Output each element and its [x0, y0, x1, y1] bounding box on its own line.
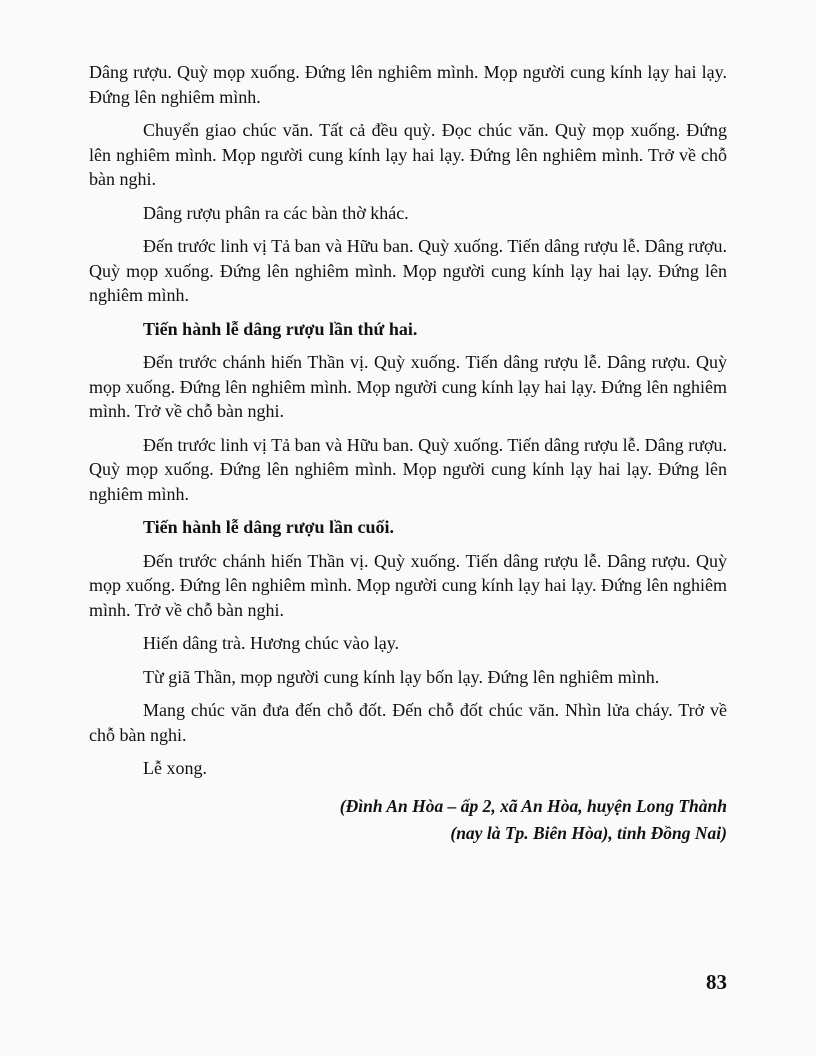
- source-line-2: (nay là Tp. Biên Hòa), tỉnh Đồng Nai): [450, 822, 727, 843]
- paragraph-4: Đến trước linh vị Tả ban và Hữu ban. Quỳ xuống. Tiến dâng rượu lễ. Dâng rượu. Quỳ mọp xuống. Đứng lên nghiêm mình. Mọp người cung kính lạy hai lạy. Đứng lên nghiêm mình.: [89, 236, 727, 305]
- page-number: 83: [706, 970, 727, 994]
- source-citation: [89, 793, 727, 847]
- paragraph-7: Đến trước linh vị Tả ban và Hữu ban. Quỳ xuống. Tiến dâng rượu lễ. Dâng rượu. Quỳ mọp xuống. Đứng lên nghiêm mình. Mọp người cung kính lạy hai lạy. Đứng lên nghiêm mình.: [89, 434, 727, 504]
- paragraph-1: Dâng rượu. Quỳ mọp xuống. Đứng lên nghiêm mình. Mọp người cung kính lạy hai lạy. Đứng lên nghiêm mình.: [89, 62, 727, 107]
- paragraph-12: Mang chúc văn đưa đến chỗ đốt. Đến chỗ đốt chúc văn. Nhìn lửa cháy. Trở về chỗ bàn nghi.: [89, 700, 727, 745]
- page-body: [89, 60, 727, 847]
- paragraph-13: Lễ xong.: [143, 758, 207, 778]
- paragraph-6: Đến trước chánh hiến Thần vị. Quỳ xuống. Tiến dâng rượu lễ. Dâng rượu. Quỳ mọp xuống. Đứng lên nghiêm mình. Mọp người cung kính lạy hai lạy. Đứng lên nghiêm mình. Trở về chỗ bàn nghi.: [89, 352, 727, 421]
- paragraph-2: Chuyển giao chúc văn. Tất cả đều quỳ. Đọc chúc văn. Quỳ mọp xuống. Đứng lên nghiêm mình. Mọp người cung kính lạy hai lạy. Đứng lên nghiêm mình. Trở về chỗ bàn nghi.: [89, 120, 727, 189]
- source-line-1: (Đình An Hòa – ấp 2, xã An Hòa, huyện Long Thành: [339, 795, 727, 816]
- paragraph-11: Từ giã Thần, mọp người cung kính lạy bốn lạy. Đứng lên nghiêm mình.: [143, 666, 660, 687]
- paragraph-3: Dâng rượu phân ra các bàn thờ khác.: [143, 202, 409, 223]
- section-heading-second-offering: Tiến hành lễ dâng rượu lần thứ hai.: [143, 318, 418, 339]
- paragraph-9: Đến trước chánh hiến Thần vị. Quỳ xuống. Tiến dâng rượu lễ. Dâng rượu. Quỳ mọp xuống. Đứng lên nghiêm mình. Mọp người cung kính lạy hai lạy. Đứng lên nghiêm mình. Trở về chỗ bàn nghi.: [89, 550, 727, 620]
- section-heading-final-offering: Tiến hành lễ dâng rượu lần cuối.: [143, 517, 395, 537]
- paragraph-10: Hiến dâng trà. Hương chúc vào lạy.: [143, 633, 400, 653]
